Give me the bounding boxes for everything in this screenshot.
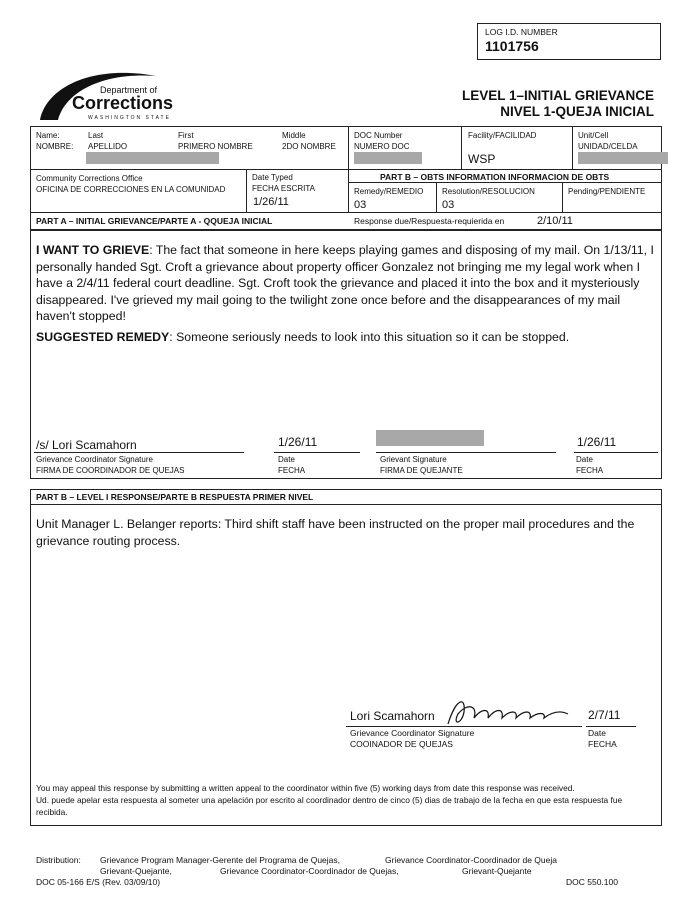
logo-line3: WASHINGTON STATE: [88, 115, 171, 121]
coordinator-signature-label-es: FIRMA DE COORDINADOR DE QUEJAS: [36, 466, 185, 475]
numero-doc-label: NUMERO DOC: [354, 142, 410, 151]
appeal-notice-es: Ud. puede apelar esta respuesta al someter una apelación por escrito al coordinador dentro de cinco (5) dias de trabajo de la fecha en que esta respuesta fue recibida.: [36, 795, 623, 817]
coordinator-signature-value: /s/ Lori Scamahorn: [36, 438, 137, 452]
distribution-item-2: Grievance Coordinator-Coordinador de Queja: [385, 855, 557, 865]
part-b-date-label: Date: [588, 728, 606, 738]
grievance-text: [36, 242, 658, 325]
part-b-fecha-label: FECHA: [588, 739, 617, 749]
part-a-header: PART A – INITIAL GRIEVANCE/PARTE A - QQUEJA INICIAL: [36, 216, 273, 226]
response-due-value: 2/10/11: [537, 215, 573, 227]
distribution-item-3: Grievant-Quejante,: [100, 866, 172, 876]
distribution-label: Distribution:: [36, 855, 81, 865]
response-due-label: Response due/Respuesta-requierida en: [354, 216, 505, 226]
date-typed-label: Date Typed: [252, 173, 293, 182]
grievant-signature-redaction: [376, 430, 484, 446]
grievant-signature-label: Grievant Signature: [380, 455, 447, 464]
facility-label: Facility/FACILIDAD: [468, 131, 537, 140]
oficina-label: OFICINA DE CORRECCIONES EN LA COMUNIDAD: [36, 185, 226, 194]
part-b-signature-label-es: COOINADOR DE QUEJAS: [350, 739, 453, 749]
coordinator-date-value: 1/26/11: [278, 435, 318, 449]
grievant-signature-label-es: FIRMA DE QUEJANTE: [380, 466, 463, 475]
coordinator-signature-label: Grievance Coordinator Signature: [36, 455, 153, 464]
coordinator-date-label: Date: [278, 455, 295, 464]
part-b-signature-label: Grievance Coordinator Signature: [350, 728, 475, 738]
pending-label: Pending/PENDIENTE: [568, 187, 646, 196]
grievant-fecha-label: FECHA: [576, 466, 604, 475]
nombre-label: NOMBRE:: [36, 142, 74, 151]
unit-cell-redaction: [578, 152, 668, 164]
grievant-date-value: 1/26/11: [577, 435, 617, 449]
segundo-label: 2DO NOMBRE: [282, 142, 336, 151]
first-label: First: [178, 131, 194, 140]
log-id-box: [477, 23, 661, 60]
part-b-header: PART B – LEVEL I RESPONSE/PARTE B RESPUESTA PRIMER NIVEL: [36, 492, 314, 502]
form-title-line2: NIVEL 1-QUEJA INICIAL: [500, 104, 654, 119]
distribution-item-4: Grievance Coordinator-Coordinador de Quejas,: [220, 866, 399, 876]
doc-number-redaction: [354, 152, 422, 164]
facility-value: WSP: [468, 152, 496, 166]
obts-header: PART B – OBTS INFORMATION INFORMACION DE OBTS: [380, 172, 610, 182]
primero-label: PRIMERO NOMBRE: [178, 142, 253, 151]
remedy-label: Remedy/REMEDIO: [354, 187, 424, 196]
fecha-escrita-label: FECHA ESCRITA: [252, 184, 315, 193]
form-revision: DOC 05-166 E/S (Rev. 03/09/10): [36, 877, 161, 887]
grieve-label: I WANT TO GRIEVE: [36, 243, 150, 257]
appeal-notice-en: You may appeal this response by submitting a written appeal to the coordinator within five (5) working days from date this response was received.: [36, 783, 575, 793]
grievant-date-label: Date: [576, 455, 593, 464]
part-b-signature-date: 2/7/11: [588, 708, 621, 722]
coordinator-fecha-label: FECHA: [278, 466, 306, 475]
form-title-line1: LEVEL 1–INITIAL GRIEVANCE: [461, 88, 654, 103]
resolution-value: 03: [442, 199, 455, 211]
name-redaction: [86, 152, 219, 164]
part-b-signature-name: Lori Scamahorn: [350, 709, 435, 723]
suggested-remedy: [36, 329, 658, 346]
log-id-label: LOG I.D. NUMBER: [485, 27, 558, 37]
cco-label: Community Corrections Office: [36, 174, 143, 183]
corrections-logo: [36, 68, 186, 124]
grieve-body: : The fact that someone in here keeps playing games and disposing of my mail. On 1/13/11, I personally handed Sgt. Croft a grievance about property officer Gonzalez not bringing me my legal work when I have a 2/4/11 federal court deadline. Sgt. Croft took the grievance and placed it into the box and it mysteriously disappeared. I've grieved my mail going to the twilight zone once before and the disappearances of my mail haven't stopped!: [36, 243, 654, 323]
remedy-body: : Someone seriously needs to look into this situation so it can be stopped.: [169, 330, 570, 344]
remedy-value: 03: [354, 199, 367, 211]
resolution-label: Resolution/RESOLUCION: [442, 187, 535, 196]
name-label: Name:: [36, 131, 60, 140]
middle-label: Middle: [282, 131, 306, 140]
apellido-label: APELLIDO: [88, 142, 128, 151]
remedy-heading: SUGGESTED REMEDY: [36, 330, 170, 344]
unidad-celda-label: UNIDAD/CELDA: [578, 142, 638, 151]
unit-cell-label: Unit/Cell: [578, 131, 609, 140]
logo-line2: Corrections: [72, 93, 174, 113]
part-b-response-text: Unit Manager L. Belanger reports: Third shift staff have been instructed on the proper mail procedures and the grievance routing process.: [36, 517, 635, 548]
form-number: DOC 550.100: [566, 877, 618, 887]
doc-number-label: DOC Number: [354, 131, 403, 140]
log-id-value: 1101756: [485, 38, 539, 54]
last-label: Last: [88, 131, 104, 140]
date-typed-value: 1/26/11: [253, 196, 289, 208]
logo-line1: Department of: [100, 85, 158, 95]
distribution-item-1: Grievance Program Manager-Gerente del Programa de Quejas,: [100, 855, 341, 865]
distribution-item-5: Grievant-Quejante: [462, 866, 532, 876]
